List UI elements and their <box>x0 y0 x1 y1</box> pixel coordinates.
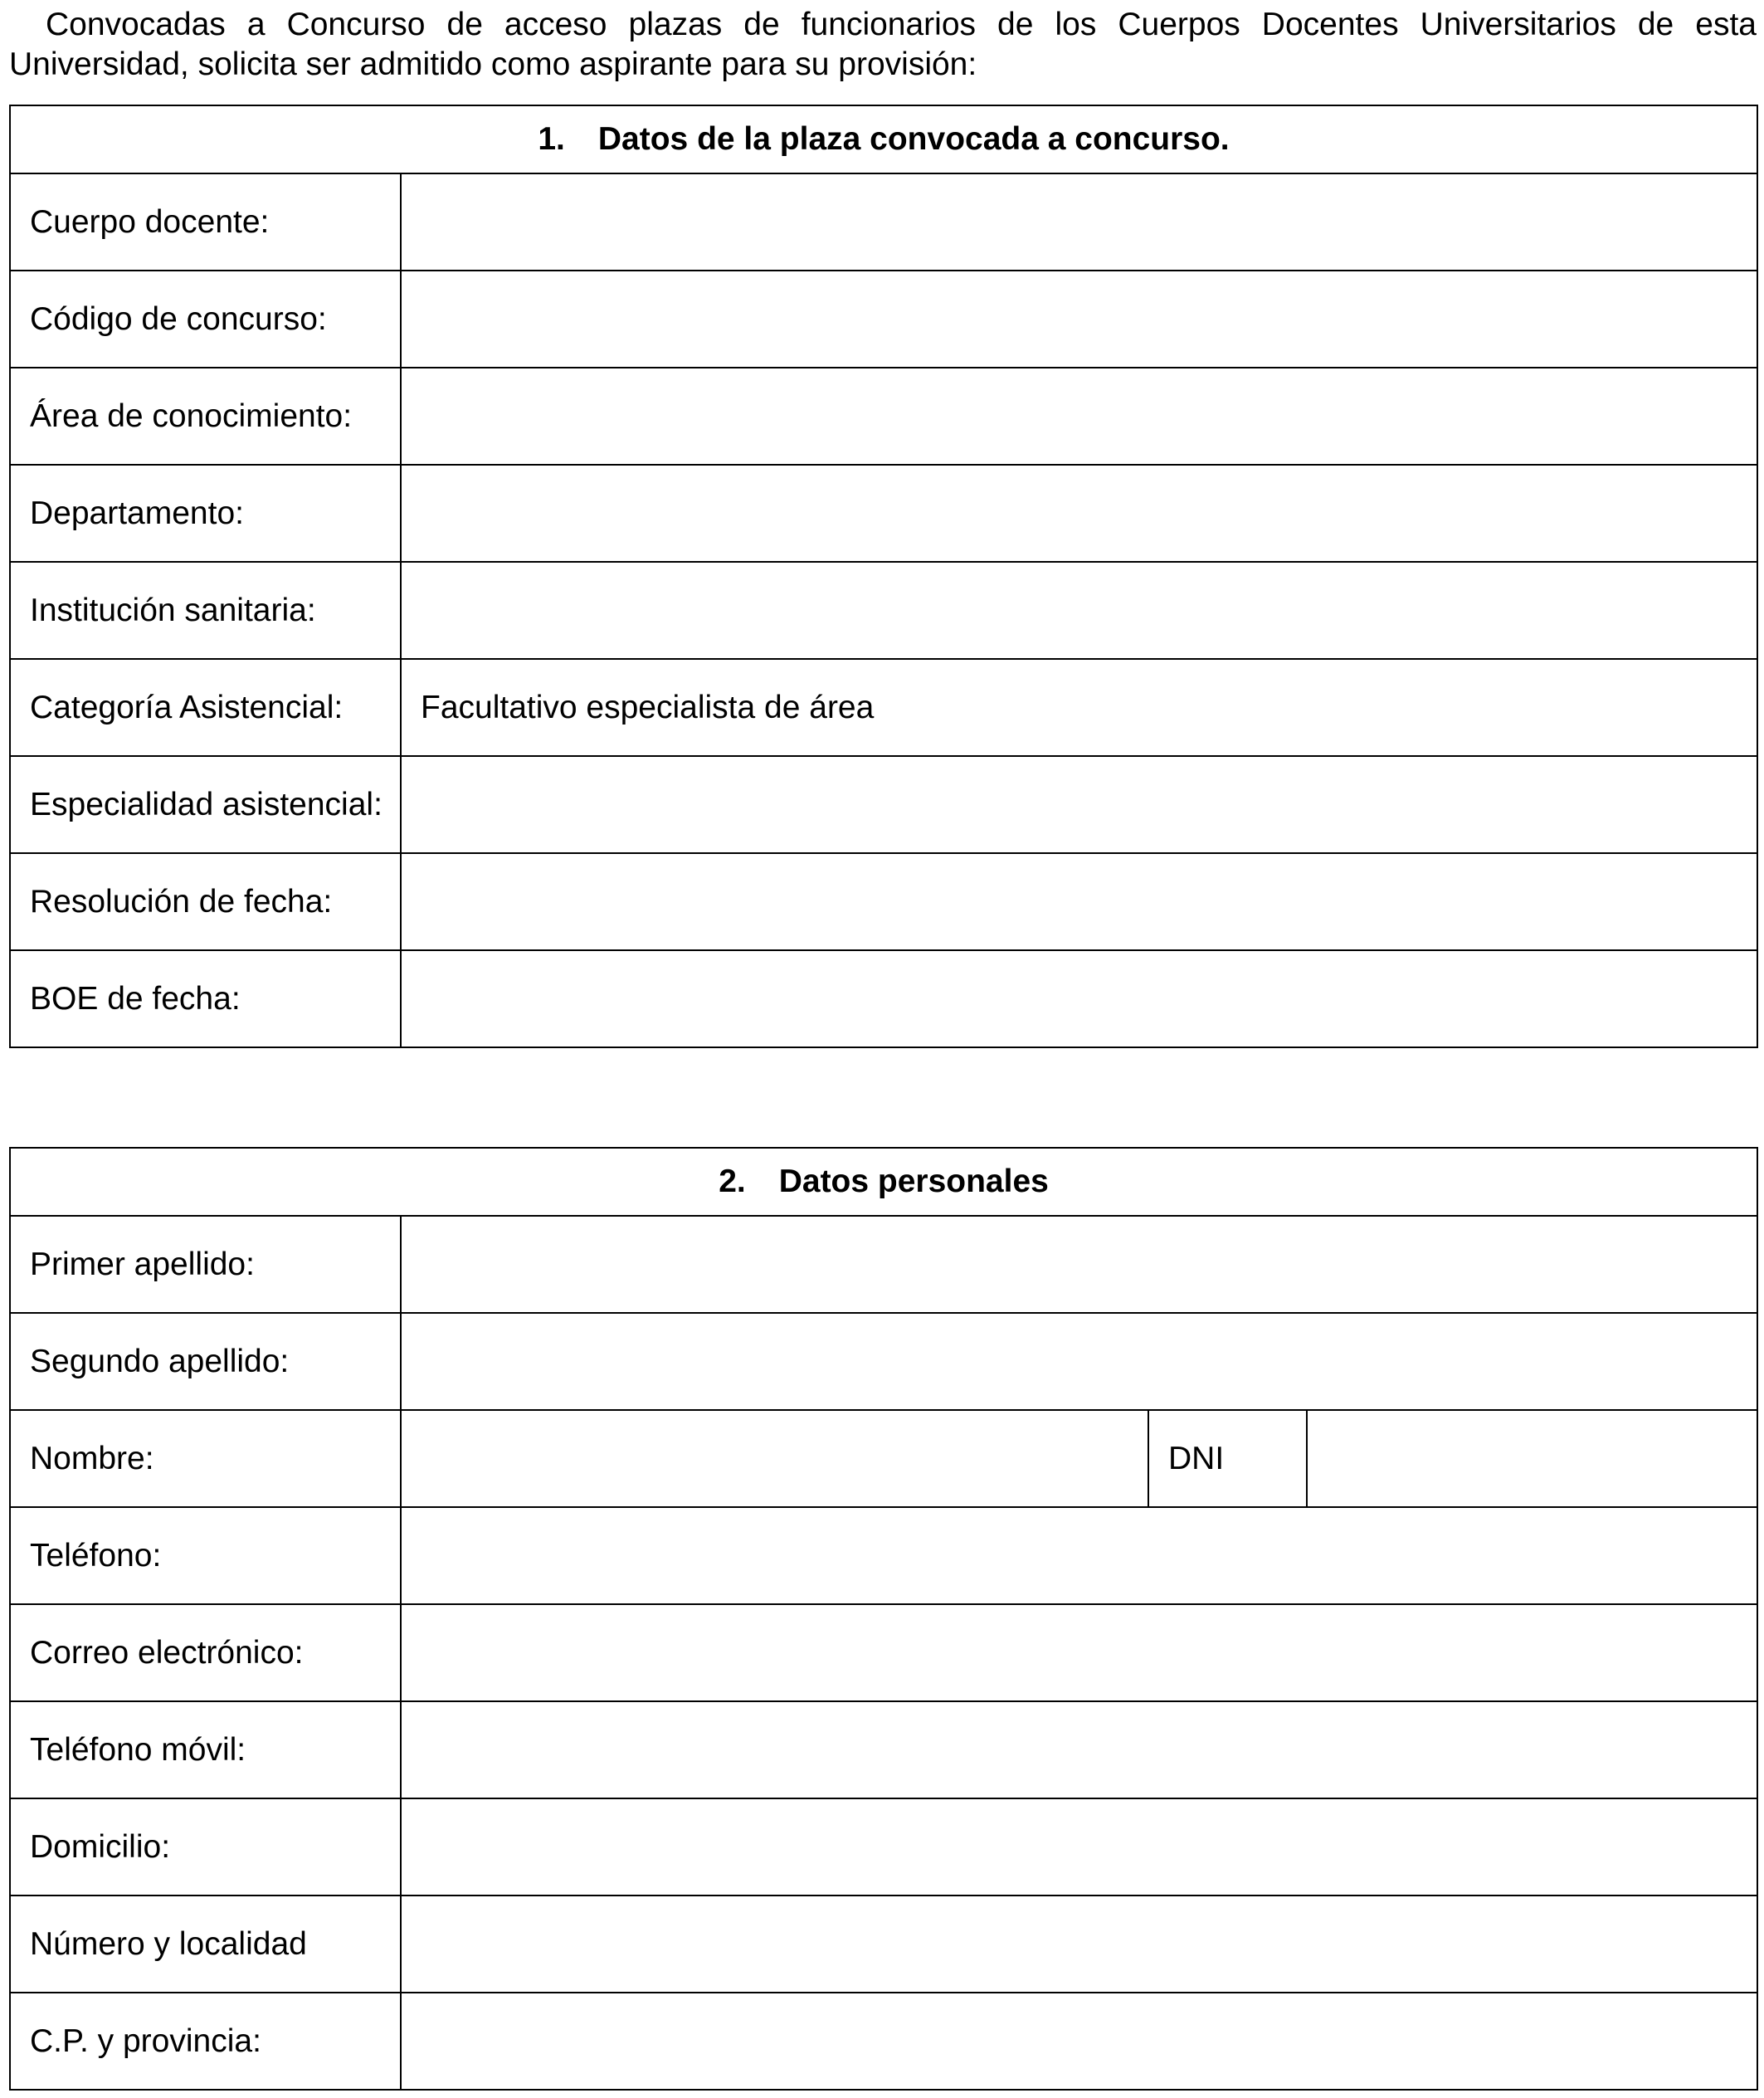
field-primer-apellido[interactable] <box>401 1216 1757 1313</box>
field-categoria-asistencial[interactable]: Facultativo especialista de área <box>401 659 1757 756</box>
row-especialidad-asistencial <box>10 756 1757 853</box>
label-cp-provincia: C.P. y provincia: <box>10 1993 401 2090</box>
label-cuerpo-docente: Cuerpo docente: <box>10 173 401 271</box>
field-area-conocimiento[interactable] <box>401 368 1757 465</box>
field-nombre[interactable] <box>401 1410 1148 1507</box>
section-1-title: Datos de la plaza convocada a concurso. <box>597 121 1230 157</box>
row-institucion-sanitaria <box>10 562 1757 659</box>
row-cuerpo-docente <box>10 173 1757 271</box>
label-numero-localidad: Número y localidad <box>10 1896 401 1993</box>
label-telefono-movil: Teléfono móvil: <box>10 1701 401 1798</box>
label-area-conocimiento: Área de conocimiento: <box>10 368 401 465</box>
section-2-header <box>10 1148 1757 1216</box>
field-resolucion-fecha[interactable] <box>401 853 1757 950</box>
row-boe-fecha <box>10 950 1757 1047</box>
field-departamento[interactable] <box>401 465 1757 562</box>
label-nombre: Nombre: <box>10 1410 401 1507</box>
label-primer-apellido: Primer apellido: <box>10 1216 401 1313</box>
row-codigo-concurso <box>10 271 1757 368</box>
field-numero-localidad[interactable] <box>401 1896 1757 1993</box>
row-nombre <box>10 1410 1757 1507</box>
row-primer-apellido <box>10 1216 1757 1313</box>
field-telefono-movil[interactable] <box>401 1701 1757 1798</box>
label-domicilio: Domicilio: <box>10 1798 401 1896</box>
row-correo-electronico <box>10 1604 1757 1701</box>
section-2-table <box>9 1147 1758 2091</box>
field-institucion-sanitaria[interactable] <box>401 562 1757 659</box>
row-numero-localidad <box>10 1896 1757 1993</box>
row-telefono <box>10 1507 1757 1604</box>
field-codigo-concurso[interactable] <box>401 271 1757 368</box>
row-resolucion-fecha <box>10 853 1757 950</box>
section-2-number: 2. <box>719 1164 746 1199</box>
row-cp-provincia <box>10 1993 1757 2090</box>
section-2-header-row <box>10 1148 1757 1216</box>
intro-paragraph: Convocadas a Concurso de acceso plazas de funcionarios de los Cuerpos Docentes Universitarios de esta Universidad, solicita ser admitido como aspirante para su provisión: <box>9 7 1757 82</box>
section-1-number: 1. <box>538 121 565 157</box>
label-especialidad-asistencial: Especialidad asistencial: <box>10 756 401 853</box>
label-segundo-apellido: Segundo apellido: <box>10 1313 401 1410</box>
label-dni: DNI <box>1148 1410 1307 1507</box>
label-departamento: Departamento: <box>10 465 401 562</box>
section-1-header <box>10 105 1757 173</box>
field-telefono[interactable] <box>401 1507 1757 1604</box>
row-area-conocimiento <box>10 368 1757 465</box>
label-codigo-concurso: Código de concurso: <box>10 271 401 368</box>
label-telefono: Teléfono: <box>10 1507 401 1604</box>
row-segundo-apellido <box>10 1313 1757 1410</box>
section-2-title: Datos personales <box>778 1164 1049 1199</box>
row-categoria-asistencial <box>10 659 1757 756</box>
label-resolucion-fecha: Resolución de fecha: <box>10 853 401 950</box>
label-categoria-asistencial: Categoría Asistencial: <box>10 659 401 756</box>
field-especialidad-asistencial[interactable] <box>401 756 1757 853</box>
row-domicilio <box>10 1798 1757 1896</box>
label-boe-fecha: BOE de fecha: <box>10 950 401 1047</box>
field-domicilio[interactable] <box>401 1798 1757 1896</box>
row-departamento <box>10 465 1757 562</box>
field-correo-electronico[interactable] <box>401 1604 1757 1701</box>
label-correo-electronico: Correo electrónico: <box>10 1604 401 1701</box>
section-1-table <box>9 105 1758 1048</box>
field-boe-fecha[interactable] <box>401 950 1757 1047</box>
field-cp-provincia[interactable] <box>401 1993 1757 2090</box>
field-cuerpo-docente[interactable] <box>401 173 1757 271</box>
label-institucion-sanitaria: Institución sanitaria: <box>10 562 401 659</box>
field-dni[interactable] <box>1307 1410 1757 1507</box>
row-telefono-movil <box>10 1701 1757 1798</box>
field-segundo-apellido[interactable] <box>401 1313 1757 1410</box>
section-1-header-row <box>10 105 1757 173</box>
